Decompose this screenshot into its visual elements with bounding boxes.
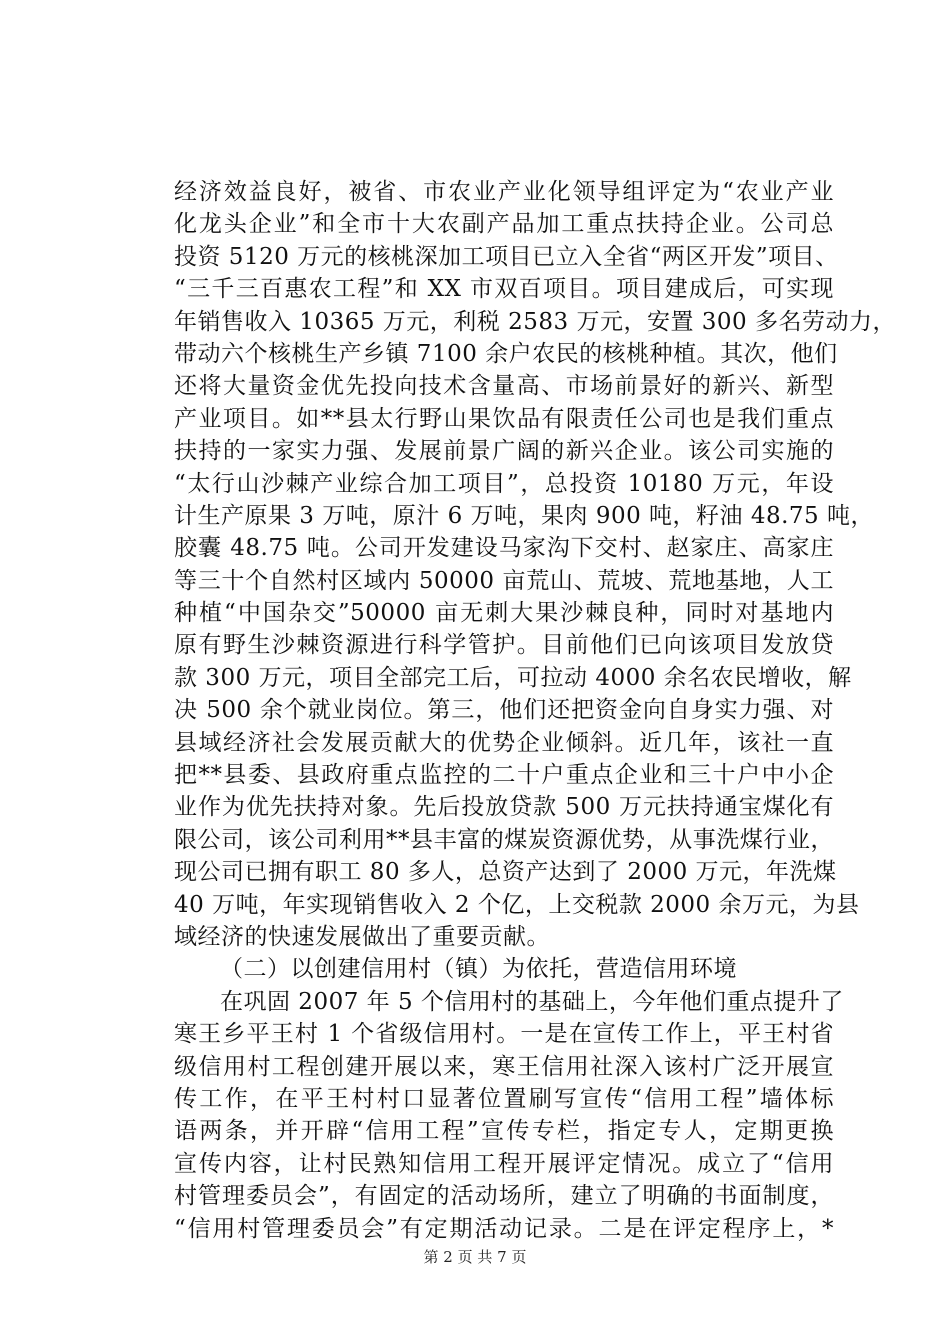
text-line: 经济效益良好，被省、市农业产业化领导组评定为“农业产业 (174, 179, 834, 205)
text-line: 传工作，在平王村村口显著位置刷写宣传“信用工程”墙体标 (174, 1085, 834, 1112)
text-line: 种植“中国杂交”50000 亩无刺大果沙棘良种，同时对基地内 (174, 600, 834, 627)
text-line: “太行山沙棘产业综合加工项目”，总投资 10180 万元，年设 (174, 470, 834, 497)
page-number-footer: 第 2 页 共 7 页 (423, 1248, 527, 1266)
text-line: 原有野生沙棘资源进行科学管护。目前他们已向该项目发放贷 (174, 632, 834, 659)
text-line: 现公司已拥有职工 80 多人，总资产达到了 2000 万元，年洗煤 (174, 859, 837, 886)
text-line: 宣传内容，让村民熟知信用工程开展评定情况。成立了“信用 (174, 1150, 834, 1177)
text-line: 寒王乡平王村 1 个省级信用村。一是在宣传工作上，平王村省 (174, 1021, 834, 1048)
text-line: 40 万吨，年实现销售收入 2 个亿，上交税款 2000 余万元，为县 (174, 891, 860, 918)
text-line: 业作为优先扶持对象。先后投放贷款 500 万元扶持通宝煤化有 (174, 794, 834, 821)
text-line: 化龙头企业”和全市十大农副产品加工重点扶持企业。公司总 (174, 211, 834, 238)
text-line: 决 500 余个就业岗位。第三，他们还把资金向自身实力强、对 (174, 697, 834, 724)
section-heading: （二）以创建信用村（镇）为依托，营造信用环境 (220, 956, 737, 983)
text-line: 域经济的快速发展做出了重要贡献。 (174, 923, 550, 950)
text-line: 等三十个自然村区域内 50000 亩荒山、荒坡、荒地基地，人工 (174, 567, 834, 594)
text-line: 投资 5120 万元的核桃深加工项目已立入全省“两区开发”项目、 (174, 243, 839, 270)
body-text (174, 176, 896, 1245)
text-line: 县域经济社会发展贡献大的优势企业倾斜。近几年，该社一直 (174, 729, 834, 756)
text-line: 语两条，并开辟“信用工程”宣传专栏，指定专人，定期更换 (174, 1118, 834, 1145)
text-line: 胶囊 48.75 吨。公司开发建设马家沟下交村、赵家庄、高家庄 (174, 535, 834, 562)
text-line: “三千三百惠农工程”和 XX 市双百项目。项目建成后，可实现 (174, 276, 834, 303)
text-line: 在巩固 2007 年 5 个信用村的基础上，今年他们重点提升了 (220, 988, 844, 1015)
text-line: 村管理委员会”，有固定的活动场所，建立了明确的书面制度， (174, 1183, 834, 1210)
text-line: 扶持的一家实力强、发展前景广阔的新兴企业。该公司实施的 (174, 438, 834, 465)
text-line: 款 300 万元，项目全部完工后，可拉动 4000 余名农民增收，解 (174, 664, 852, 691)
text-line: 限公司，该公司利用**县丰富的煤炭资源优势，从事洗煤行业， (174, 826, 834, 853)
text-line: 产业项目。如**县太行野山果饮品有限责任公司也是我们重点 (174, 405, 834, 432)
text-line: 带动六个核桃生产乡镇 7100 余户农民的核桃种植。其次，他们 (174, 340, 838, 367)
text-line: 级信用村工程创建开展以来，寒王信用社深入该村广泛开展宣 (174, 1053, 834, 1080)
text-line: 计生产原果 3 万吨，原汁 6 万吨，果肉 900 吨，籽油 48.75 吨， (174, 502, 874, 529)
text-line: 把**县委、县政府重点监控的二十户重点企业和三十户中小企 (174, 762, 834, 789)
text-line: 年销售收入 10365 万元，利税 2583 万元，安置 300 多名劳动力， (174, 308, 896, 335)
text-line: 还将大量资金优先投向技术含量高、市场前景好的新兴、新型 (174, 373, 834, 400)
text-line: “信用村管理委员会”有定期活动记录。二是在评定程序上，* (174, 1215, 834, 1242)
